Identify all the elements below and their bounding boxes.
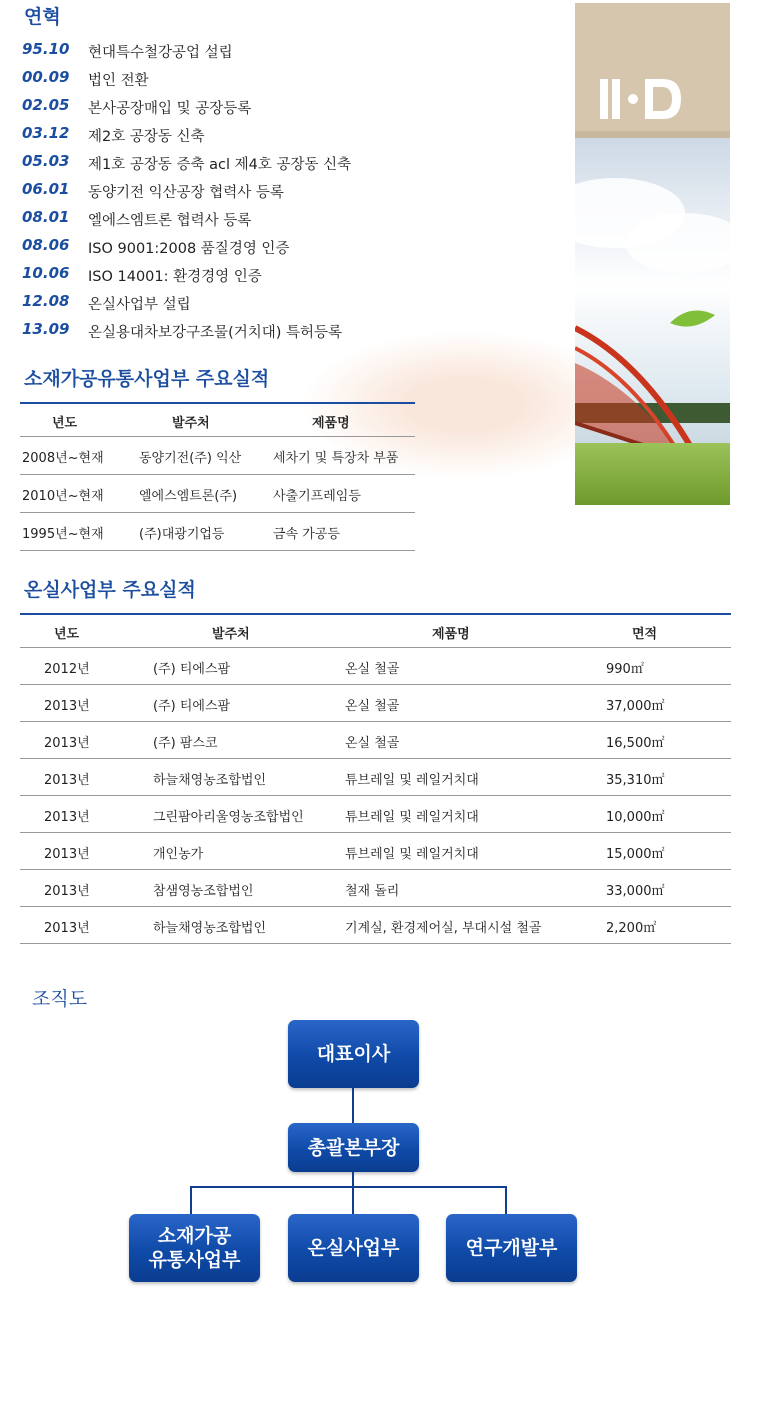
table-cell: 온실 철골 <box>345 736 400 751</box>
table-cell: 37,000㎡ <box>606 699 665 714</box>
table-cell: 튜브레일 및 레일거치대 <box>345 810 479 825</box>
history-text: 엘에스엠트론 협력사 등록 <box>88 213 252 229</box>
history-text: ISO 14001: 환경경영 인증 <box>88 269 262 285</box>
history-item <box>22 236 562 264</box>
table-row <box>20 722 731 759</box>
history-item <box>22 152 562 180</box>
table-cell: 철재 돌리 <box>345 884 400 899</box>
org-box-rnd <box>446 1214 577 1282</box>
history-year: 00.09 <box>22 68 70 86</box>
company-photo <box>575 3 730 505</box>
table-row <box>20 513 415 551</box>
bridge-landscape-image <box>575 3 730 505</box>
history-item <box>22 68 562 96</box>
org-title: 조직도 <box>32 988 88 1010</box>
table-cell: 2,200㎡ <box>606 921 657 936</box>
table-cell: 그린팜아리울영농조합법인 <box>153 810 304 825</box>
history-year: 95.10 <box>22 40 70 58</box>
table-cell: 2010년~현재 <box>22 489 104 504</box>
history-item <box>22 292 562 320</box>
table-cell: 2013년 <box>44 773 90 788</box>
history-year: 13.09 <box>22 320 70 338</box>
org-box-materials <box>129 1214 260 1282</box>
table-cell: 2013년 <box>44 699 90 714</box>
history-item <box>22 180 562 208</box>
org-div1-line1: 소재가공 <box>157 1225 232 1247</box>
history-year: 06.01 <box>22 180 70 198</box>
table-row <box>20 907 731 944</box>
table-cell: 하늘채영농조합법인 <box>153 921 267 936</box>
table-cell: (주) 팜스코 <box>153 736 218 751</box>
table-row <box>20 796 731 833</box>
org-line-head-branch <box>352 1172 354 1214</box>
table-header-cell: 년도 <box>52 416 78 431</box>
table-cell: (주) 티에스팜 <box>153 662 231 677</box>
history-year: 10.06 <box>22 264 70 282</box>
table-header-cell: 년도 <box>54 627 80 642</box>
table-row <box>20 685 731 722</box>
history-item <box>22 264 562 292</box>
table-cell: 동양기전(주) 익산 <box>139 451 242 466</box>
history-text: 동양기전 익산공장 협력사 등록 <box>88 185 284 201</box>
history-year: 08.06 <box>22 236 70 254</box>
table-header-cell: 면적 <box>632 627 658 642</box>
table-cell: 2013년 <box>44 884 90 899</box>
table-cell: 33,000㎡ <box>606 884 665 899</box>
table-cell: 온실 철골 <box>345 699 400 714</box>
table-cell: 참샘영농조합법인 <box>153 884 254 899</box>
history-year: 02.05 <box>22 96 70 114</box>
history-text: 제2호 공장동 신축 <box>88 129 205 145</box>
table-header-cell: 제품명 <box>432 627 470 642</box>
table-cell: 기계실, 환경제어실, 부대시설 철골 <box>345 921 542 936</box>
table-cell: 2008년~현재 <box>22 451 104 466</box>
history-text: 온실사업부 설립 <box>88 297 191 313</box>
table-cell: 온실 철골 <box>345 662 400 677</box>
table-cell: 2013년 <box>44 736 90 751</box>
table-row <box>20 870 731 907</box>
history-item <box>22 124 562 152</box>
table-header-cell: 발주처 <box>172 416 210 431</box>
history-item <box>22 96 562 124</box>
org-head-label: 총괄본부장 <box>307 1136 400 1159</box>
table-header-cell: 제품명 <box>312 416 350 431</box>
org-ceo-label: 대표이사 <box>316 1043 391 1065</box>
org-box-ceo <box>288 1020 419 1088</box>
history-text: ISO 9001:2008 품질경영 인증 <box>88 241 290 257</box>
table-cell: 1995년~현재 <box>22 527 104 542</box>
org-line-ceo-head <box>352 1088 354 1123</box>
history-title: 연혁 <box>24 6 61 28</box>
table-cell: (주) 티에스팜 <box>153 699 231 714</box>
table-cell: 990㎡ <box>606 662 644 677</box>
org-box-greenhouse <box>288 1214 419 1282</box>
table-cell: 2013년 <box>44 847 90 862</box>
table-row <box>20 759 731 796</box>
history-year: 08.01 <box>22 208 70 226</box>
table-cell: 엘에스엠트론(주) <box>139 489 238 504</box>
history-text: 현대특수철강공업 설립 <box>88 45 233 61</box>
table-cell: (주)대광기업등 <box>139 527 225 542</box>
history-item <box>22 208 562 236</box>
table-cell: 35,310㎡ <box>606 773 665 788</box>
history-text: 온실용대차보강구조물(거치대) 특허등록 <box>88 325 343 341</box>
table-cell: 개인농가 <box>153 847 204 862</box>
table-header-row <box>20 404 415 437</box>
table-cell: 2013년 <box>44 810 90 825</box>
history-text: 본사공장매입 및 공장등록 <box>88 101 252 117</box>
history-year: 03.12 <box>22 124 70 142</box>
org-box-head <box>288 1123 419 1172</box>
table-cell: 사출기프레임등 <box>273 489 361 504</box>
table-row <box>20 475 415 513</box>
table-cell: 튜브레일 및 레일거치대 <box>345 773 479 788</box>
org-line-div1 <box>190 1186 192 1214</box>
org-line-horizontal <box>190 1186 507 1188</box>
history-item <box>22 40 562 68</box>
table-cell: 금속 가공등 <box>273 527 340 542</box>
table-row <box>20 648 731 685</box>
table-cell: 세차기 및 특장차 부품 <box>273 451 399 466</box>
table-header-cell: 발주처 <box>212 627 250 642</box>
org-div2-label: 온실사업부 <box>307 1237 400 1259</box>
history-text: 법인 전환 <box>88 73 149 89</box>
table-cell: 10,000㎡ <box>606 810 665 825</box>
table-cell: 하늘채영농조합법인 <box>153 773 267 788</box>
table-cell: 16,500㎡ <box>606 736 665 751</box>
history-year: 05.03 <box>22 152 70 170</box>
org-line-div3 <box>505 1186 507 1214</box>
history-item <box>22 320 562 348</box>
table-cell: 15,000㎡ <box>606 847 665 862</box>
table-header-row <box>20 615 731 648</box>
greenhouse-title: 온실사업부 주요실적 <box>24 579 196 601</box>
org-div3-label: 연구개발부 <box>465 1237 558 1259</box>
materials-title: 소재가공유통사업부 주요실적 <box>24 368 270 390</box>
table-cell: 튜브레일 및 레일거치대 <box>345 847 479 862</box>
table-cell: 2013년 <box>44 921 90 936</box>
history-year: 12.08 <box>22 292 70 310</box>
table-row <box>20 833 731 870</box>
table-row <box>20 437 415 475</box>
org-div1-line2: 유통사업부 <box>148 1249 241 1271</box>
history-text: 제1호 공장동 증축 acl 제4호 공장동 신축 <box>88 157 352 173</box>
table-cell: 2012년 <box>44 662 90 677</box>
